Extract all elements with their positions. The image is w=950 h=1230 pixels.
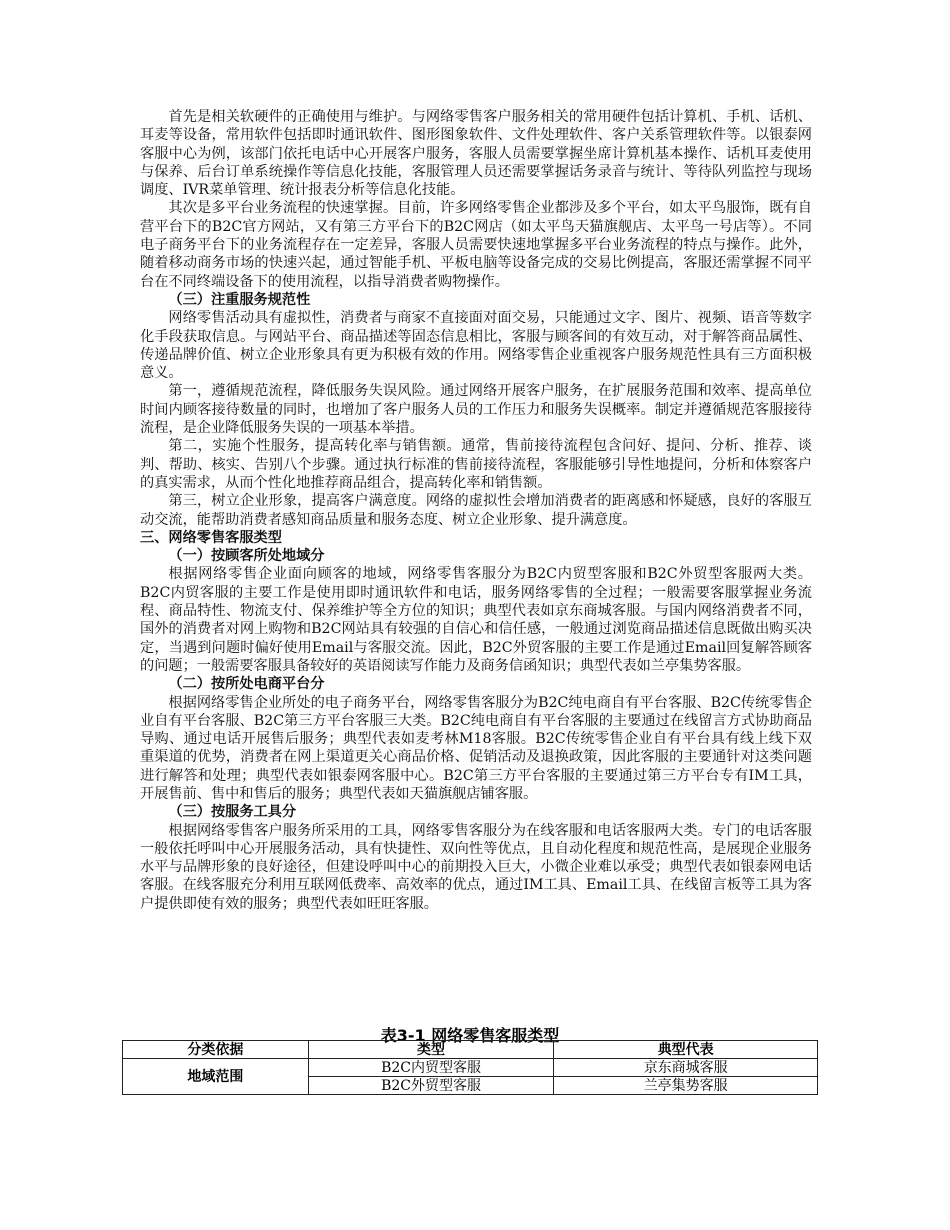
group-label: 地域范围 <box>123 1059 309 1095</box>
example-cell: 兰亭集势客服 <box>554 1077 818 1095</box>
paragraph: 第三，树立企业形象，提高客户满意度。网络的虚拟性会增加消费者的距离感和怀疑感，良好的客服互动交流，能帮助消费者感知商品质量和服务态度、树立企业形象、提升满意度。 <box>140 493 812 528</box>
type-cell: B2C外贸型客服 <box>308 1077 554 1095</box>
section-heading: （二）按所处电商平台分 <box>168 676 325 693</box>
paragraph: 根据网络零售客户服务所采用的工具，网络零售客服分为在线客服和电话客服两大类。专门的电话客服一般依托呼叫中心开展服务活动，具有快捷性、双向性等优点，且自动化程度和规范性高，是展现企业服务水平与品牌形象的良好途径，但建设呼叫中心的前期投入巨大，小微企业难以承受；典型代表如银泰网电话客服。在线客服充分利用互联网低费率、高效率的优点，通过IM工具、Email工具、在线留言板等工具为客户提供即使有效的服务；典型代表如旺旺客服。 <box>140 822 812 912</box>
section-heading: （三）注重服务规范性 <box>168 291 311 308</box>
table-caption: 表3-1 网络零售客服类型 <box>380 1026 560 1045</box>
section-heading: （一）按顾客所处地域分 <box>168 548 325 565</box>
section-heading: （三）按服务工具分 <box>168 804 297 821</box>
paragraph: 网络零售活动具有虚拟性，消费者与商家不直接面对面交易，只能通过文字、图片、视频、语音等数字化手段获取信息。与网站平台、商品描述等固态信息相比，客服与顾客间的有效互动，对于解答商品属性、传递品牌价值、树立企业形象具有更为积极有效的作用。网络零售企业重视客户服务规范性具有三方面积极意义。 <box>140 310 812 382</box>
chapter-heading: 三、网络零售客服类型 <box>140 529 282 546</box>
header-type: 类型 <box>308 1041 554 1059</box>
paragraph: 第一，遵循规范流程，降低服务失误风险。通过网络开展客户服务，在扩展服务范围和效率、提高单位时间内顾客接待数量的同时，也增加了客户服务人员的工作压力和服务失误概率。制定并遵循规范客服接待流程，是企业降低服务失误的一项基本举措。 <box>140 383 812 437</box>
customer-service-type-table <box>122 1040 818 1095</box>
paragraph: 其次是多平台业务流程的快速掌握。目前，许多网络零售企业都涉及多个平台，如太平鸟服饰，既有自营平台下的B2C官方网站，又有第三方平台下的B2C网店（如太平鸟天猫旗舰店、太平鸟一号店等）。不同电子商务平台下的业务流程存在一定差异，客服人员需要快速地掌握多平台业务流程的特点与操作。此外，随着移动商务市场的快速兴起，通过智能手机、平板电脑等设备完成的交易比例提高，客服还需掌握不同平台在不同终端设备下的使用流程，以指导消费者购物操作。 <box>140 200 812 290</box>
table-header-row <box>123 1041 818 1059</box>
paragraph: 根据网络零售企业面向顾客的地域，网络零售客服分为B2C内贸型客服和B2C外贸型客服两大类。B2C内贸客服的主要工作是使用即时通讯软件和电话，服务网络零售的全过程；一般需要客服掌握业务流程、商品特性、物流支付、保养维护等全方位的知识；典型代表如京东商城客服。与国内网络消费者不同，国外的消费者对网上购物和B2C网站具有较强的自信心和信任感，一般通过浏览商品描述信息既做出购买决定，当遇到问题时偏好使用Email与客服交流。因此，B2C外贸客服的主要工作是通过Email回复解答顾客的问题；一般需要客服具备较好的英语阅读写作能力及商务信函知识；典型代表如兰亭集势客服。 <box>140 566 812 674</box>
header-example: 典型代表 <box>554 1041 818 1059</box>
table-row <box>123 1059 818 1077</box>
paragraph: 第二，实施个性服务，提高转化率与销售额。通常，售前接待流程包含问好、提问、分析、推荐、谈判、帮助、核实、告别八个步骤。通过执行标准的售前接待流程，客服能够引导性地提问，分析和体察客户的真实需求，从而个性化地推荐商品组合，提高转化率和销售额。 <box>140 438 812 491</box>
document-body <box>140 108 812 913</box>
example-cell: 京东商城客服 <box>554 1059 818 1077</box>
paragraph: 首先是相关软硬件的正确使用与维护。与网络零售客户服务相关的常用硬件包括计算机、手机、话机、耳麦等设备，常用软件包括即时通讯软件、图形图象软件、文件处理软件、客户关系管理软件等。以银泰网客服中心为例，该部门依托电话中心开展客户服务，客服人员需要掌握坐席计算机基本操作、话机耳麦使用与保养、后台订单系统操作等信息化技能，客服管理人员还需要掌握话务录音与统计、等待队列监控与现场调度、IVR菜单管理、统计报表分析等信息化技能。 <box>140 109 812 199</box>
header-basis: 分类依据 <box>123 1041 309 1059</box>
type-cell: B2C内贸型客服 <box>308 1059 554 1077</box>
paragraph: 根据网络零售企业所处的电子商务平台，网络零售客服分为B2C纯电商自有平台客服、B2C传统零售企业自有平台客服、B2C第三方平台客服三大类。B2C纯电商自有平台客服的主要通过在线留言方式协助商品导购、通过电话开展售后服务；典型代表如麦考林M18客服。B2C传统零售企业自有平台具有线上线下双重渠道的优势，消费者在网上渠道更关心商品价格、促销活动及退换政策，因此客服的主要通针对这类问题进行解答和处理；典型代表如银泰网客服中心。B2C第三方平台客服的主要通过第三方平台专有IM工具，开展售前、售中和售后的服务；典型代表如天猫旗舰店铺客服。 <box>140 694 812 802</box>
